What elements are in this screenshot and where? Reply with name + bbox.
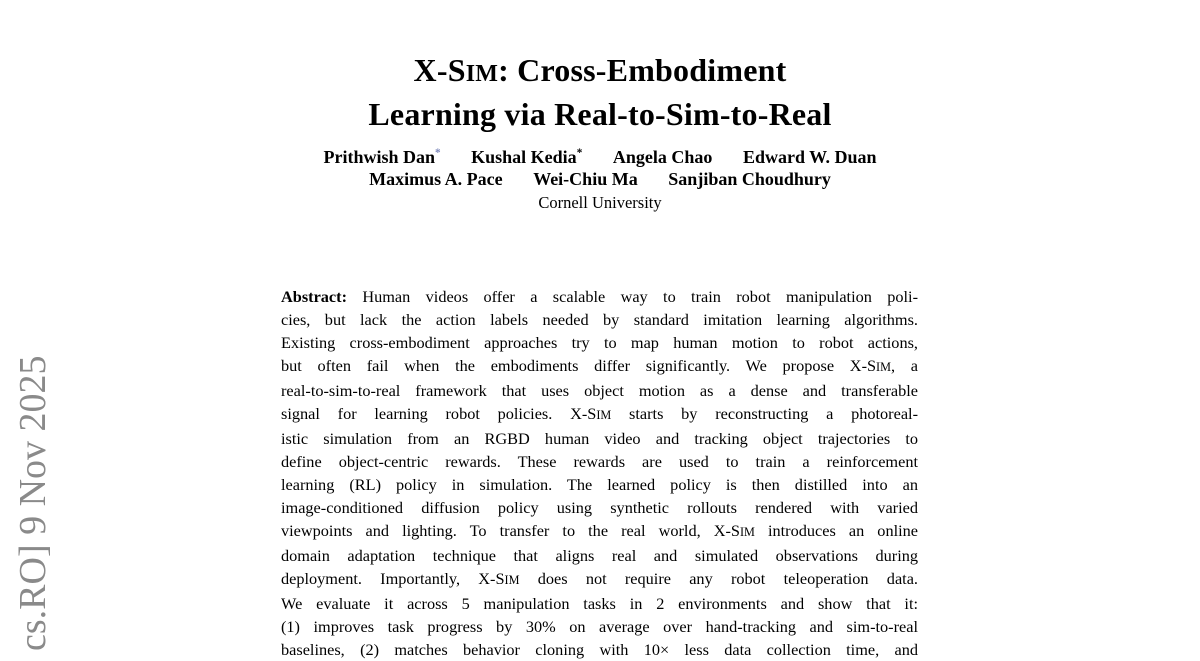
author-name — [533, 168, 638, 190]
abstract-line: viewpoints and lighting. To transfer to the real world, X-SIM introduces an online — [281, 521, 919, 540]
author-name-text: Angela Chao — [612, 147, 713, 167]
author-name — [471, 146, 582, 168]
paper-title-line2: Learning via Real-to-Sim-to-Real — [368, 96, 832, 132]
author-name — [369, 168, 502, 190]
authors-block — [0, 146, 1200, 214]
abstract-line: Existing cross-embodiment approaches try to map human motion to robot actions, — [281, 333, 918, 352]
abstract — [281, 285, 918, 661]
abstract-line: real-to-sim-to-real framework that uses object motion as a dense and transferable — [281, 381, 918, 400]
abstract-line: We evaluate it across 5 manipulation tasks in 2 environments and show that it: — [281, 594, 918, 613]
abstract-line: Abstract: Human videos offer a scalable way to train robot manipulation poli- — [281, 287, 918, 306]
abstract-line: learning (RL) policy in simulation. The learned policy is then distilled into an — [281, 475, 918, 494]
abstract-line: baselines, (2) matches behavior cloning with 10× less data collection time, and — [281, 640, 918, 659]
author-footnote-marker: * — [434, 147, 441, 159]
abstract-line: signal for learning robot policies. X-SIM starts by reconstructing a photoreal- — [281, 404, 918, 423]
author-name-text: Edward W. Duan — [742, 147, 877, 167]
affiliation: Cornell University — [538, 193, 662, 212]
author-name — [743, 146, 877, 168]
author-name — [668, 168, 831, 190]
abstract-line: define object-centric rewards. These rewards are used to train a reinforcement — [281, 452, 918, 471]
author-footnote-marker: * — [576, 147, 583, 159]
author-name-text: Prithwish Dan — [323, 147, 435, 167]
abstract-line: but often fail when the embodiments differ significantly. We propose X-SIM, a — [281, 356, 918, 375]
author-name-text: Sanjiban Choudhury — [668, 169, 831, 189]
author-line-2 — [0, 168, 1200, 190]
author-name — [613, 146, 713, 168]
author-line-1 — [0, 146, 1200, 168]
arxiv-watermark: cs.RO] 9 Nov 2025 — [12, 355, 54, 651]
author-name-text: Kushal Kedia — [471, 147, 577, 167]
abstract-line: image-conditioned diffusion policy using synthetic rollouts rendered with varied — [281, 498, 918, 517]
paper-title-line1: X-SIM: Cross-Embodiment — [413, 52, 787, 88]
abstract-line: domain adaptation technique that aligns real and simulated observations during — [281, 546, 918, 565]
paper-title — [0, 50, 1200, 134]
abstract-line: deployment. Importantly, X-SIM does not require any robot teleoperation data. — [281, 569, 918, 588]
author-name-text: Maximus A. Pace — [369, 169, 503, 189]
author-name — [323, 146, 440, 168]
author-name-text: Wei-Chiu Ma — [533, 169, 638, 189]
abstract-line: istic simulation from an RGBD human video and tracking object trajectories to — [281, 429, 918, 448]
abstract-line: cies, but lack the action labels needed by standard imitation learning algorithms. — [281, 310, 918, 329]
abstract-line: (1) improves task progress by 30% on average over hand-tracking and sim-to-real — [281, 617, 918, 636]
